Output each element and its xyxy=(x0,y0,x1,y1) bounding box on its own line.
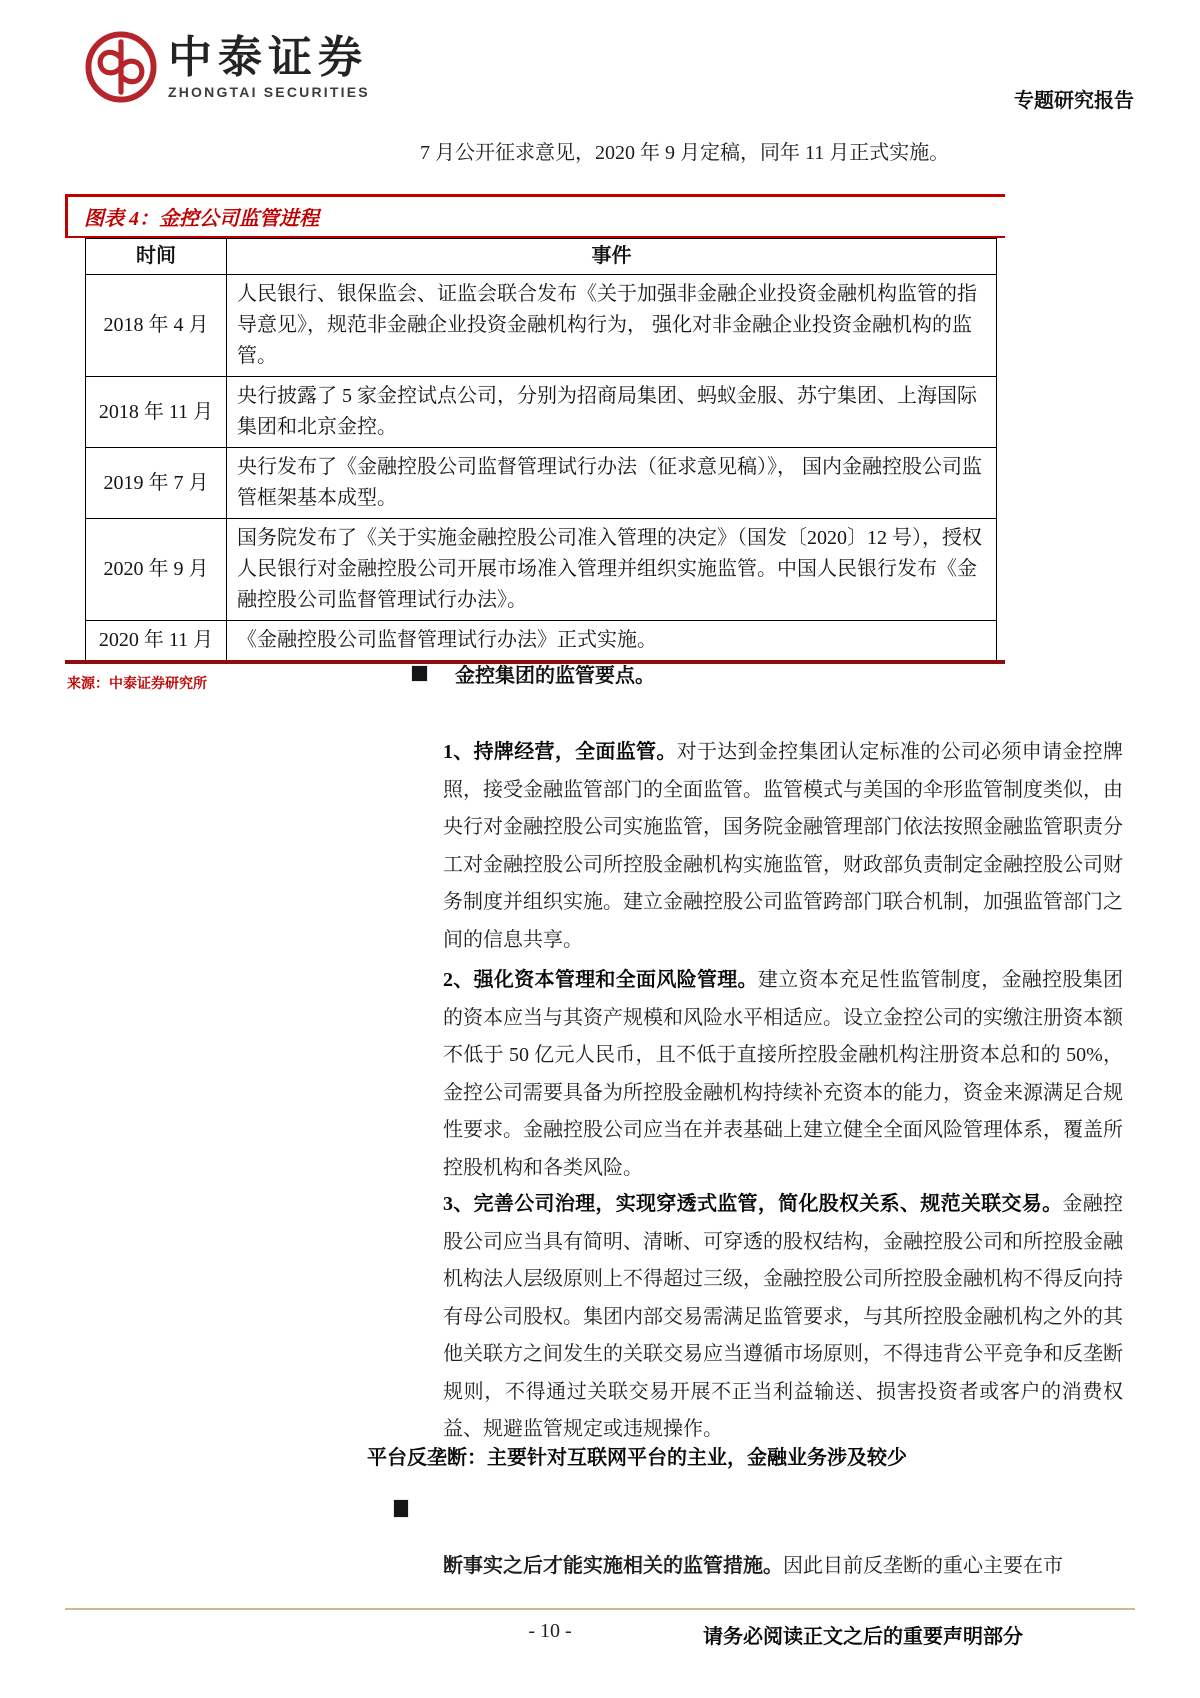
column-header-event: 事件 xyxy=(227,239,997,275)
footer-divider xyxy=(65,1608,1135,1610)
paragraph-lead: 3、完善公司治理，实现穿透式监管，简化股权关系、规范关联交易。 xyxy=(443,1193,1063,1215)
report-type-label: 专题研究报告 xyxy=(1014,90,1134,112)
cell-event: 《金融控股公司监督管理试行办法》正式实施。 xyxy=(227,621,997,661)
closing-line xyxy=(443,1548,1127,1585)
figure-source: 来源：中泰证券研究所 xyxy=(67,677,207,692)
square-bullet-icon xyxy=(412,666,427,681)
cell-event: 央行发布了《金融控股公司监督管理试行办法（征求意见稿）》， 国内金融控股公司监管框架基本成型。 xyxy=(227,448,997,519)
footer-disclaimer: 请务必阅读正文之后的重要声明部分 xyxy=(703,1626,1023,1648)
paragraph-governance xyxy=(443,1186,1123,1449)
cell-time: 2018 年 11 月 xyxy=(86,377,227,448)
logo-text xyxy=(168,34,370,100)
figure-4-block xyxy=(65,194,1005,693)
bullet-heading: 金控集团的监管要点。 xyxy=(455,665,655,687)
table-row xyxy=(86,448,997,519)
antitrust-heading: 平台反垄断：主要针对互联网平台的主业，金融业务涉及较少 xyxy=(367,1447,907,1469)
zhongtai-emblem-icon xyxy=(84,30,158,104)
cell-time: 2018 年 4 月 xyxy=(86,275,227,377)
table-row xyxy=(86,621,997,661)
closing-body: 因此目前反垄断的重心主要在市 xyxy=(783,1555,1063,1577)
paragraph-lead: 2、强化资本管理和全面风险管理。 xyxy=(443,969,758,991)
cell-event: 国务院发布了《关于实施金融控股公司准入管理的决定》（国发〔2020〕12 号），授权人民银行对金融控股公司开展市场准入管理并组织实施监管。中国人民银行发布《金融控股公司监督管理试行办法》。 xyxy=(227,519,997,621)
paragraph-licensing xyxy=(443,734,1123,959)
paragraph-body: 金融控股公司应当具有简明、清晰、可穿透的股权结构，金融控股公司和所控股金融机构法人层级原则上不得超过三级，金融控股公司所控股金融机构不得反向持有母公司股权。集团内部交易需满足监管要求，与其所控股金融机构之外的其他关联方之间发生的关联交易应当遵循市场原则，不得违背公平竞争和反垄断规则，不得通过关联交易开展不正当利益输送、损害投资者或客户的消费权益、规避监管规定或违规操作。 xyxy=(443,1193,1124,1440)
page-number: - 10 - xyxy=(528,1620,572,1642)
cell-time: 2020 年 11 月 xyxy=(86,621,227,661)
paragraph-capital xyxy=(443,962,1123,1187)
logo-name-en: ZHONGTAI SECURITIES xyxy=(168,84,370,100)
paragraph-body: 建立资本充足性监管制度，金融控股集团的资本应当与其资产规模和风险水平相适应。设立金控公司的实缴注册资本额不低于 50 亿元人民币，且不低于直接所控股金融机构注册资本总和的 50%，金控公司需要具备为所控股金融机构持续补充资本的能力，资金来源满足合规性要求。金融控股公司应当在并表基础上建立健全全面风险管理体系，覆盖所控股机构和各类风险。 xyxy=(443,969,1124,1179)
closing-lead: 断事实之后才能实施相关的监管措施。 xyxy=(443,1555,783,1577)
column-header-time: 时间 xyxy=(86,239,227,275)
table-row xyxy=(86,519,997,621)
cell-event: 人民银行、银保监会、证监会联合发布《关于加强非金融企业投资金融机构监管的指导意见》，规范非金融企业投资金融机构行为， 强化对非金融企业投资金融机构的监管。 xyxy=(227,275,997,377)
table-header-row xyxy=(86,239,997,275)
table-row xyxy=(86,275,997,377)
paragraph-body: 对于达到金控集团认定标准的公司必须申请金控牌照，接受金融监管部门的全面监管。监管模式与美国的伞形监管制度类似，由央行对金融控股公司实施监管，国务院金融管理部门依法按照金融监管职责分工对金融控股公司所控股金融机构实施监管，财政部负责制定金融控股公司财务制度并组织实施。建立金融控股公司监管跨部门联合机制，加强监管部门之间的信息共享。 xyxy=(443,741,1124,951)
cell-time: 2019 年 7 月 xyxy=(86,448,227,519)
cell-time: 2020 年 9 月 xyxy=(86,519,227,621)
logo-name-cn: 中泰证券 xyxy=(168,33,368,82)
square-bullet-icon xyxy=(394,1500,408,1517)
paragraph-lead: 1、持牌经营，全面监管。 xyxy=(443,741,677,763)
table-row xyxy=(86,377,997,448)
intro-line: 7 月公开征求意见，2020 年 9 月定稿，同年 11 月正式实施。 xyxy=(420,142,950,164)
regulation-timeline-table xyxy=(85,238,997,660)
cell-event: 央行披露了 5 家金控试点公司，分别为招商局集团、蚂蚁金服、苏宁集团、上海国际集团和北京金控。 xyxy=(227,377,997,448)
figure-title: 图表 4：金控公司监管进程 xyxy=(65,197,1005,238)
zhongtai-logo xyxy=(84,30,370,104)
